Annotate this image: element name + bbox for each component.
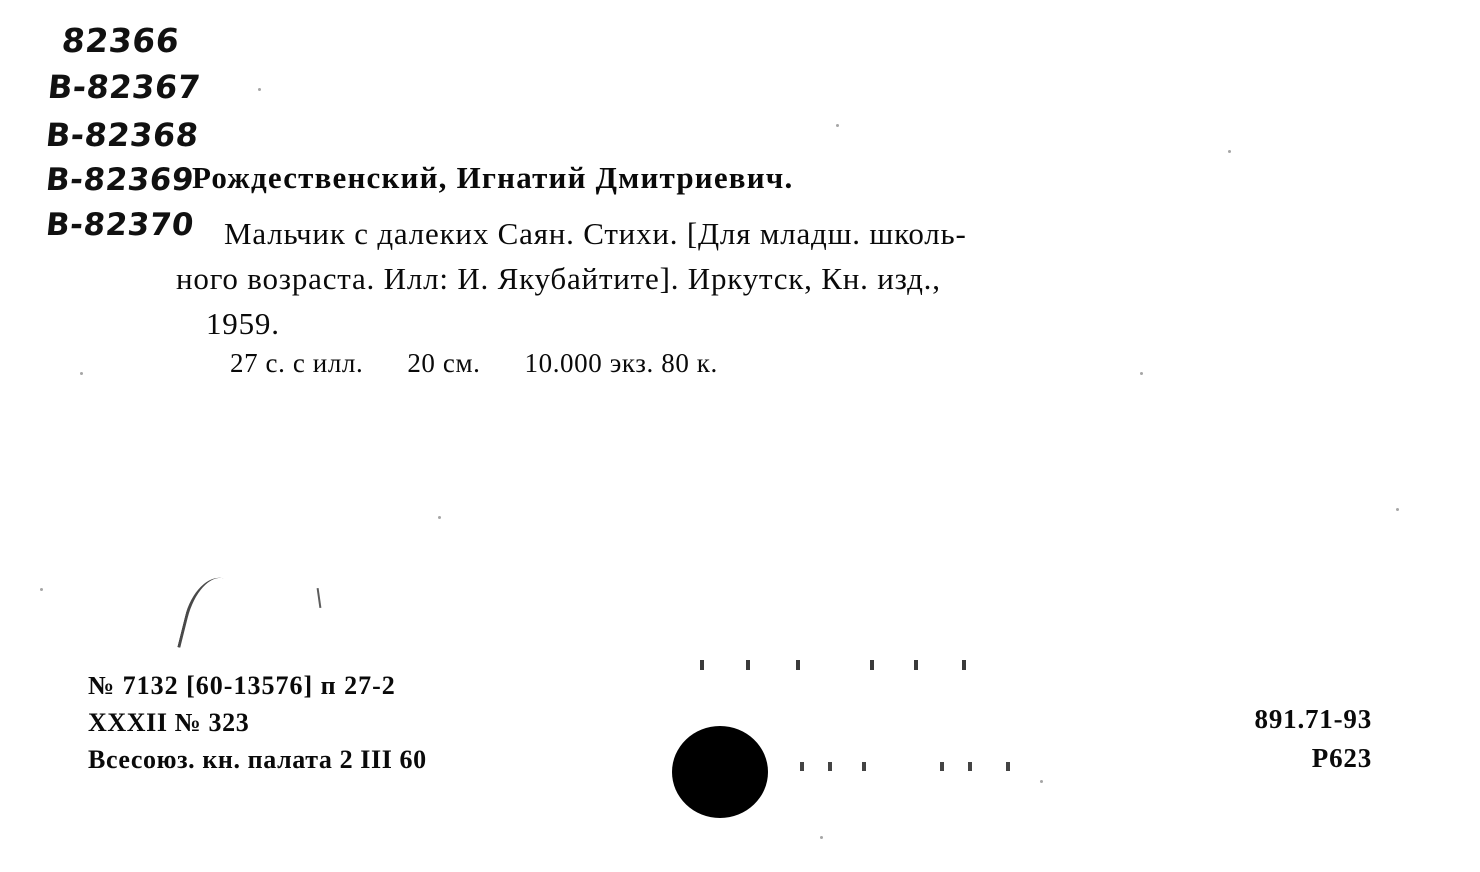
collation-statement: [230, 348, 718, 379]
classification-numbers: [1255, 700, 1372, 778]
accession-number-column: [44, 21, 266, 243]
title-statement: [176, 212, 1376, 347]
accession-number: 82366: [59, 21, 182, 60]
speckle: [438, 516, 441, 519]
speckle: [1396, 508, 1399, 511]
collation-pages: 27 с. с илл.: [230, 348, 364, 378]
speckle: [1140, 372, 1143, 375]
collation-price: 80 к.: [661, 348, 718, 378]
collation-size: 20 см.: [407, 348, 481, 378]
speckle: [80, 372, 83, 375]
collation-print-run: 10.000 экз.: [524, 348, 654, 378]
speckle: [40, 588, 43, 591]
author-heading: Рождественский, Игнатий Дмитриевич.: [192, 160, 794, 195]
speckle: [1228, 150, 1231, 153]
speckle: [1040, 780, 1043, 783]
accession-number: В-82368: [44, 116, 201, 154]
pencil-stroke-mark: [177, 571, 241, 658]
scan-noise-dashes: [700, 660, 1000, 670]
ink-blot-mark: [672, 726, 768, 818]
footer-line: № 7132 [60-13576] п 27-2: [88, 671, 396, 700]
footer-line: Всесоюз. кн. палата 2 III 60: [88, 744, 427, 774]
scan-noise-dots: [800, 762, 1040, 776]
udc-number: 891.71-93: [1254, 704, 1372, 734]
speckle: [836, 124, 839, 127]
pencil-tick-mark: [317, 588, 322, 608]
footer-control-numbers: [88, 668, 427, 779]
accession-number: В-82367: [46, 68, 203, 106]
speckle: [258, 88, 261, 91]
title-line: ного возраста. Илл: И. Якубайтите]. Иркутск, Кн. изд.,: [176, 260, 941, 296]
speckle: [820, 836, 823, 839]
accession-number: В-82369: [44, 162, 196, 198]
footer-line: XXXII № 323: [88, 707, 250, 737]
title-line: 1959.: [206, 305, 280, 341]
author-mark: Р623: [1311, 743, 1372, 774]
accession-number: В-82370: [44, 207, 196, 243]
title-line: Мальчик с далеких Саян. Стихи. [Для младш. школь-: [224, 216, 967, 251]
